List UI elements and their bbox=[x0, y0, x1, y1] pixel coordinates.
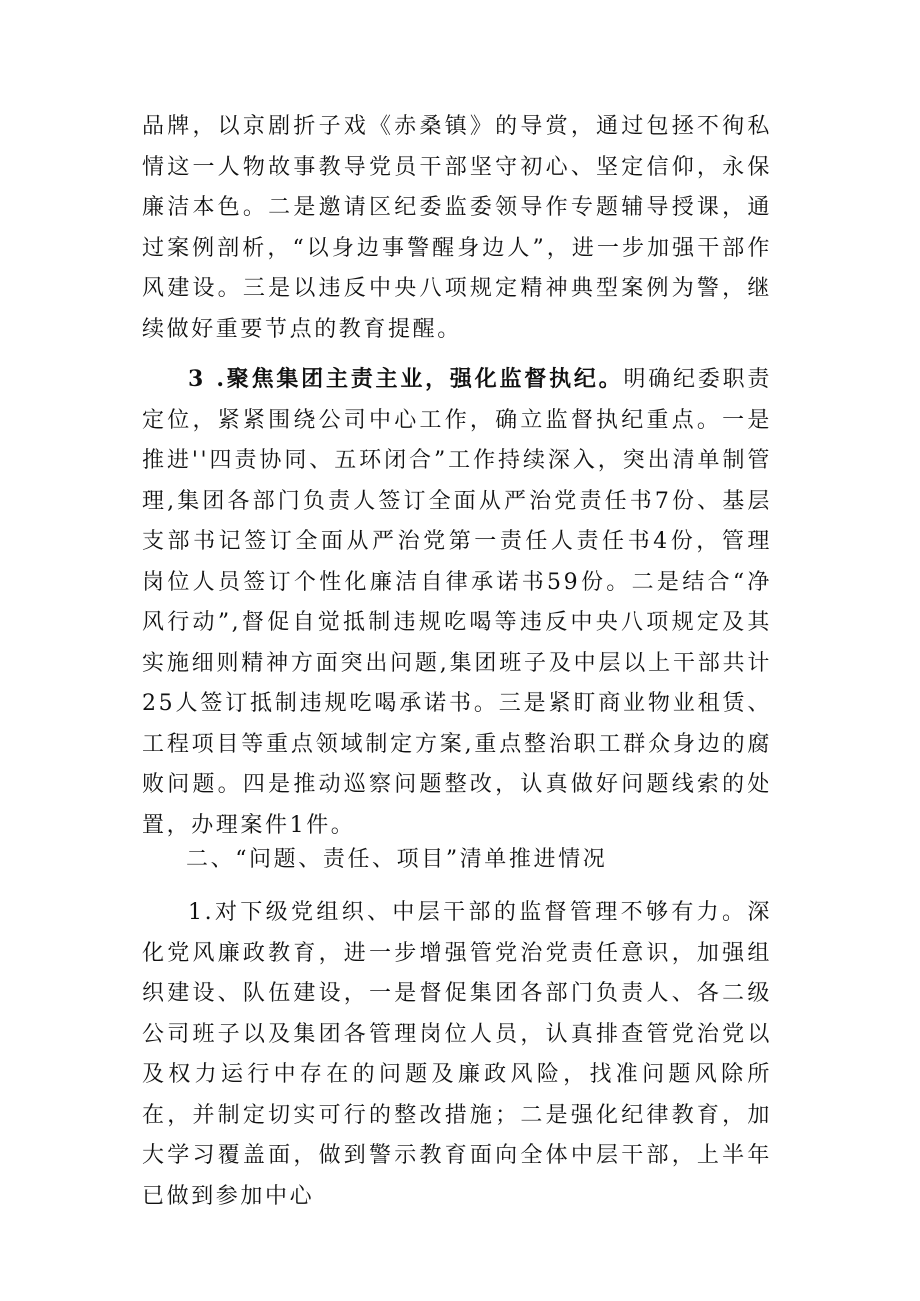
paragraph-supervision-management: 1.对下级党组织、中层干部的监督管理不够有力。深化党风廉政教育，进一步增强管党治党责任意识，加强组织建设、队伍建设，一是督促集团各部门负责人、各二级公司班子以及集团各管理岗位人员，认真排查管党治党以及权力运行中存在的问题及廉政风险，找准问题风除所在，并制定切实可行的整改措施；二是强化纪律教育，加大学习覆盖面，做到警示教育面向全体中层干部，上半年已做到参加中心 bbox=[142, 900, 772, 1209]
paragraph-education-continuation: 品牌，以京剧折子戏《赤桑镇》的导赏，通过包拯不徇私情这一人物故事教导党员干部坚守初心、坚定信仰，永保廉洁本色。二是邀请区纪委监委领导作专题辅导授课，通过案例剖析，“以身边事警醒身边人”，进一步加强干部作风建设。三是以违反中央八项规定精神典型案例为警，继续做好重要节点的教育提醒。 bbox=[142, 114, 772, 342]
section-3-body: 明确纪委职责定位，紧紧围绕公司中心工作，确立监督执纪重点。一是推进''四责协同、五环闭合”工作持续深入，突出清单制管理,集团各部门负责人签订全面从严治党责任书7份、基层支部书记签订全面从严治党第一责任人责任书4份，管理岗位人员签订个性化廉洁自律承诺书59份。二是结合“净风行动”,督促自觉抵制违规吃喝等违反中央八项规定及其实施细则精神方面突出问题,集团班子及中层以上干部共计25人签订抵制违规吃喝承诺书。三是紧盯商业物业租赁、工程项目等重点领域制定方案,重点整治职工群众身边的腐败问题。四是推动巡察问题整改，认真做好问题线索的处置，办理案件1件。 bbox=[142, 367, 773, 838]
paragraph-supervision bbox=[142, 359, 772, 846]
section-3-title: 3 .聚焦集团主责主业，强化监督执纪。 bbox=[188, 366, 624, 392]
section-heading-2: 二、“问题、责任、项目”清单推进情况 bbox=[186, 847, 608, 872]
